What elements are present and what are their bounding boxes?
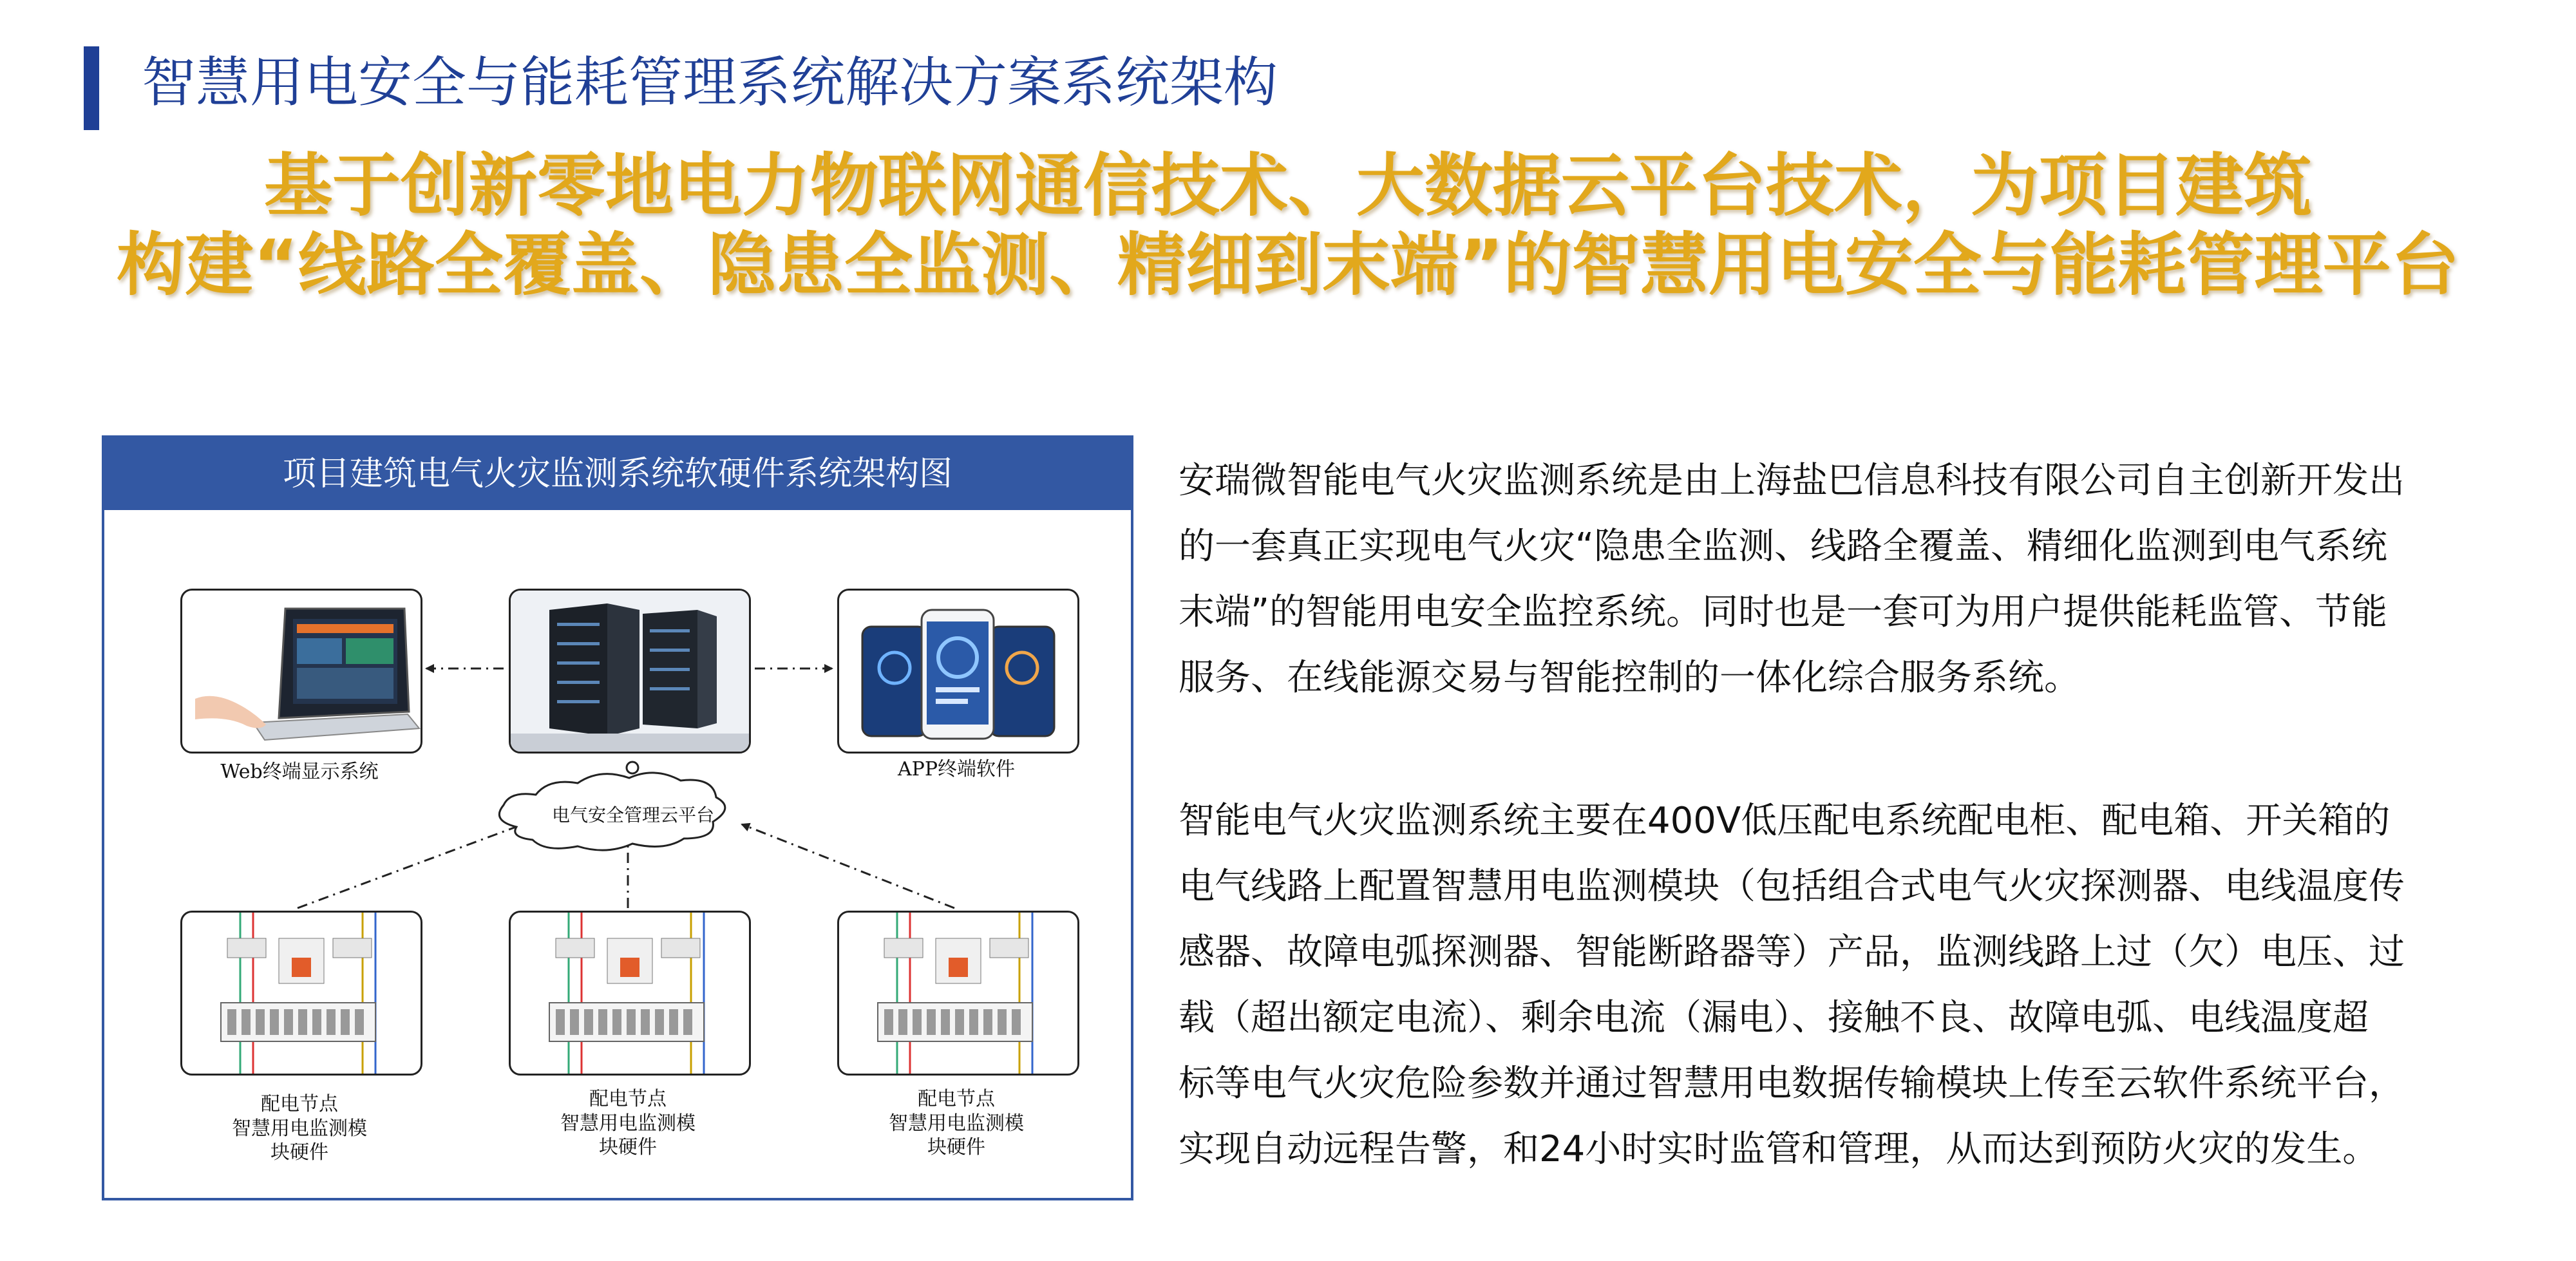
node-caption-line-3: 块硬件 xyxy=(599,1136,657,1159)
intro-paragraph xyxy=(1179,448,2473,711)
web-terminal-caption: Web终端显示系统 xyxy=(220,761,379,783)
link-node3-to-cloud xyxy=(742,824,954,908)
node-caption-1 xyxy=(180,1092,419,1165)
phones-illustration xyxy=(839,591,1077,752)
distribution-node-card-1 xyxy=(180,911,422,1076)
node-caption-line-1: 配电节点 xyxy=(261,1093,338,1115)
node-caption-line-1: 配电节点 xyxy=(589,1088,667,1110)
paragraph-line: 感器、故障电弧探测器、智能断路器等）产品，监测线路上过（欠）电压、过 xyxy=(1179,931,2405,973)
paragraph-line: 标等电气火灾危险参数并通过智慧用电数据传输模块上传至云软件系统平台， xyxy=(1179,1063,2405,1105)
distribution-panel-illustration xyxy=(182,913,421,1074)
laptop-illustration xyxy=(182,591,421,752)
node-caption-line-2: 智慧用电监测模 xyxy=(560,1112,696,1135)
node-caption-line-2: 智慧用电监测模 xyxy=(889,1112,1024,1135)
paragraph-line: 的一套真正实现电气火灾“隐患全监测、线路全覆盖、精细化监测到电气系统 xyxy=(1179,526,2388,567)
paragraph-line: 末端”的智能用电安全监控系统。同时也是一套可为用户提供能耗监管、节能 xyxy=(1179,591,2388,633)
node-caption-3 xyxy=(837,1087,1075,1160)
node-caption-line-3: 块硬件 xyxy=(927,1136,985,1159)
headline xyxy=(0,147,2576,305)
headline-line-1: 基于创新零地电力物联网通信技术、大数据云平台技术，为项目建筑 xyxy=(264,146,2312,225)
title-accent-bar xyxy=(84,46,99,130)
node-caption-line-2: 智慧用电监测模 xyxy=(232,1117,367,1140)
architecture-diagram xyxy=(102,435,1133,1200)
app-caption: APP终端软件 xyxy=(897,758,1016,781)
distribution-node-card-3 xyxy=(837,911,1079,1076)
paragraph-line: 实现自动远程告警，和24小时实时监管和管理，从而达到预防火灾的发生。 xyxy=(1179,1128,2379,1170)
page-title: 智慧用电安全与能耗管理系统解决方案系统架构 xyxy=(142,51,1278,114)
distribution-panel-illustration xyxy=(511,913,749,1074)
server-card xyxy=(509,589,751,754)
app-card xyxy=(837,589,1079,754)
headline-line-2: 构建“线路全覆盖、隐患全监测、精细到末端”的智慧用电安全与能耗管理平台 xyxy=(117,225,2459,305)
node-caption-2 xyxy=(509,1087,747,1160)
node-caption-line-3: 块硬件 xyxy=(270,1141,328,1164)
distribution-panel-illustration xyxy=(839,913,1077,1074)
paragraph-line: 服务、在线能源交易与智能控制的一体化综合服务系统。 xyxy=(1179,657,2080,699)
thought-dot-1 xyxy=(627,762,638,773)
paragraph-line: 安瑞微智能电气火灾监测系统是由上海盐巴信息科技有限公司自主创新开发出 xyxy=(1179,460,2405,502)
link-node1-to-cloud xyxy=(298,824,523,908)
server-rack-illustration xyxy=(511,591,749,752)
distribution-node-card-2 xyxy=(509,911,751,1076)
node-caption-line-1: 配电节点 xyxy=(918,1088,995,1110)
paragraph-line: 智能电气火灾监测系统主要在400V低压配电系统配电柜、配电箱、开关箱的 xyxy=(1179,800,2391,842)
paragraph-line: 电气线路上配置智慧用电监测模块（包括组合式电气火灾探测器、电线温度传 xyxy=(1179,866,2405,907)
details-paragraph xyxy=(1179,788,2473,1182)
paragraph-line: 载（超出额定电流）、剩余电流（漏电）、接触不良、故障电弧、电线温度超 xyxy=(1179,997,2369,1039)
diagram-title: 项目建筑电气火灾监测系统软硬件系统架构图 xyxy=(104,438,1131,510)
cloud-platform-label: 电气安全管理云平台 xyxy=(552,804,715,826)
web-terminal-card xyxy=(180,589,422,754)
